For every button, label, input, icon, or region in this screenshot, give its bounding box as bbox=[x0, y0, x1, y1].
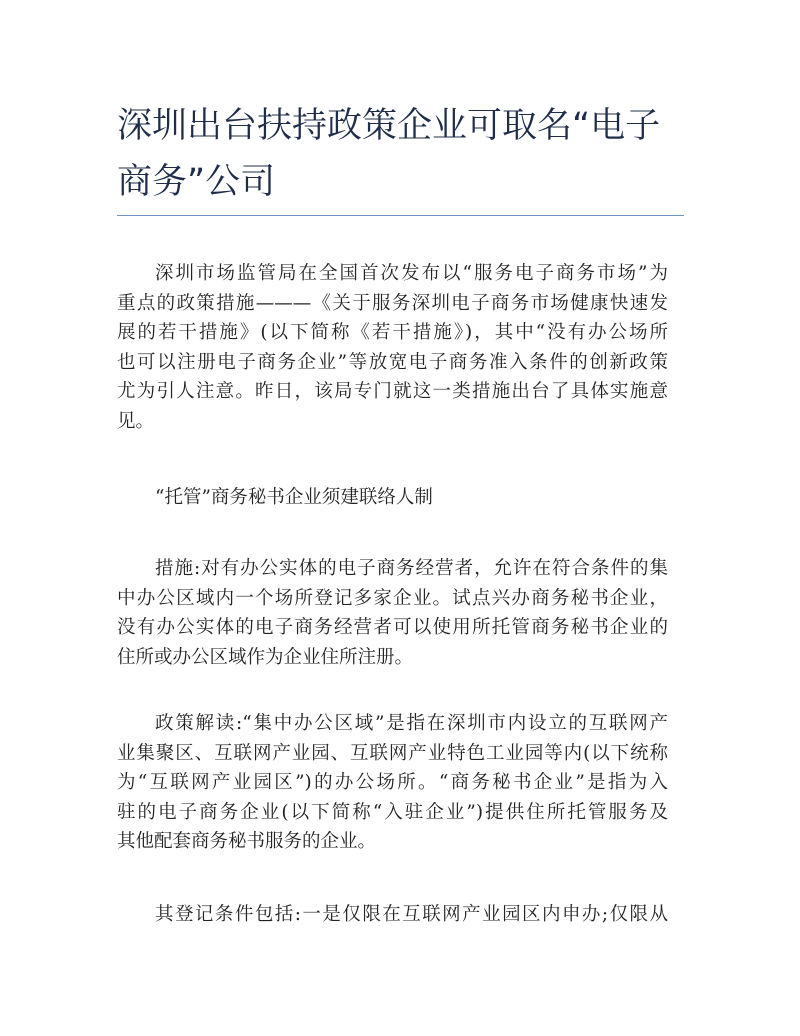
paragraph-intro bbox=[117, 259, 668, 436]
document-title bbox=[117, 98, 697, 210]
text-line: 其他配套商务秘书服务的企业。 bbox=[117, 831, 377, 852]
text-line: 展的若干措施》(以下简称《若干措施》)，其中“没有办公场所 bbox=[117, 322, 668, 343]
title-line: 深圳出台扶持政策企业可取名“电子 bbox=[117, 106, 661, 146]
text-line: 其登记条件包括:一是仅限在互联网产业园区内申办;仅限从 bbox=[155, 904, 668, 925]
text-line: 业集聚区、互联网产业园、互联网产业特色工业园等内(以下统称 bbox=[117, 742, 668, 764]
title-divider bbox=[117, 215, 684, 216]
text-line: 驻的电子商务企业(以下简称“入驻企业”)提供住所托管服务及 bbox=[117, 801, 668, 823]
text-line: 住所或办公区域作为企业住所注册。 bbox=[117, 646, 414, 668]
paragraph-interpretation bbox=[117, 709, 668, 857]
text-line: 重点的政策措施———《关于服务深圳电子商务市场健康快速发 bbox=[117, 292, 668, 314]
text-line: “托管”商务秘书企业须建联络人制 bbox=[155, 487, 433, 508]
section-heading bbox=[117, 483, 668, 513]
text-line: 没有办公实体的电子商务经营者可以使用所托管商务秘书企业的 bbox=[117, 617, 668, 638]
text-line: 为“互联网产业园区”)的办公场所。“商务秘书企业”是指为入 bbox=[117, 772, 668, 793]
title-line: 商务”公司 bbox=[117, 162, 276, 202]
paragraph-conditions bbox=[117, 900, 668, 930]
text-line: 也可以注册电子商务企业”等放宽电子商务准入条件的创新政策 bbox=[117, 351, 668, 373]
text-line: 措施:对有办公实体的电子商务经营者，允许在符合条件的集 bbox=[155, 558, 668, 579]
text-line: 见。 bbox=[117, 410, 155, 432]
text-line: 尤为引人注意。昨日，该局专门就这一类措施出台了具体实施意 bbox=[117, 381, 668, 402]
text-line: 中办公区域内一个场所登记多家企业。试点兴办商务秘书企业， bbox=[117, 587, 668, 609]
text-line: 深圳市场监管局在全国首次发布以“服务电子商务市场”为 bbox=[155, 263, 668, 284]
paragraph-measure bbox=[117, 554, 668, 672]
text-line: 政策解读:“集中办公区域”是指在深圳市内设立的互联网产 bbox=[155, 713, 668, 734]
